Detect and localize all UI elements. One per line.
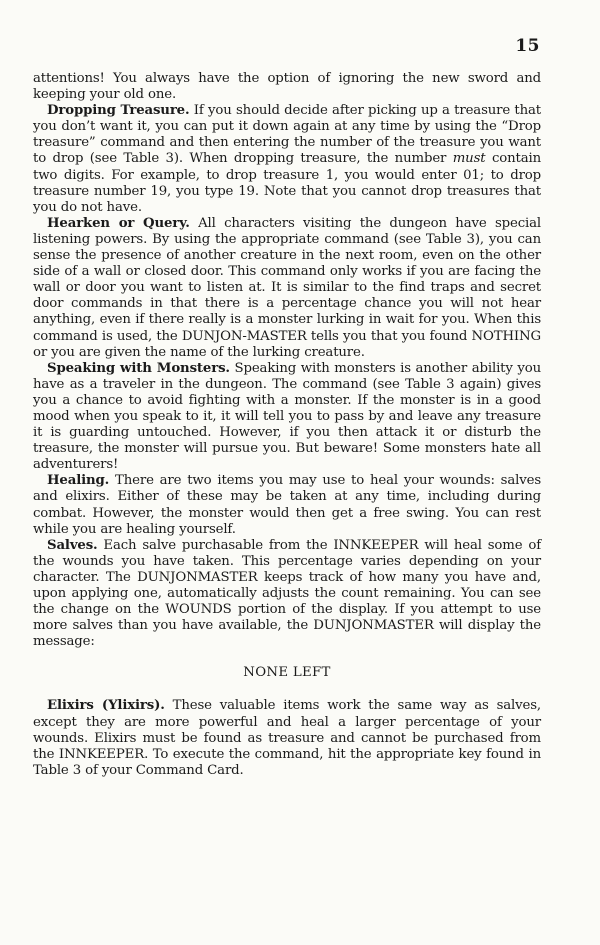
speaking-text: Speaking with monsters is another ability you have as a traveler in the dungeon. The command (see Table 3 again) gives you a chance to avoid fighting with a monster. If the monster is in a good mood when you speak to it, it will tell you to pass by and leave any treasure it is guarding untouched. However, if you then attack it or disturb the treasure, the monster will pursue you. But beware! Some monsters hate all adventurers! — [33, 360, 541, 473]
elixirs-text: These valuable items work the same way as salves, except they are more powerful and heal a larger percentage of your wounds. Elixirs must be found as treasure and cannot be purchased from the INNKEEPER. To execute the command, hit the appropriate key found in Table 3 of your Command Card. — [33, 698, 541, 778]
elixirs-paragraph — [33, 698, 541, 778]
elixirs-heading: Elixirs (Ylixirs). — [47, 698, 165, 714]
dropping-treasure-emphasis: must — [452, 151, 486, 167]
dropping-treasure-text-b: contain two digits. For example, to drop treasure 1, you would enter 01; to drop treasure number 19, you type 19. Note that you cannot drop treasures that you do not have. — [33, 151, 541, 215]
speaking-paragraph — [33, 361, 541, 474]
hearken-text: All characters visiting the dungeon have special listening powers. By using the appropriate command (see Table 3), you can sense the presence of another creature in the next room, even on the other side of a wall or closed door. This command only works if you are facing the wall or door you want to listen at. It is similar to the find traps and secret door commands in that there is a percentage chance you will not hear anything, even if there really is a monster lurking in wait for you. When this command is used, the DUNJON-MASTER tells you that you found NOTHING or you are given the name of the lurking creature. — [33, 215, 541, 360]
intro-paragraph: attentions! You always have the option of ignoring the new sword and keeping your old one. — [33, 71, 541, 103]
hearken-paragraph — [33, 216, 541, 361]
none-left-message: NONE LEFT — [243, 665, 331, 681]
page-number: 15 — [515, 36, 540, 56]
dropping-treasure-text-a: If you should decide after picking up a treasure that you don’t want it, you can put it down again at any time by using the “Drop treasure” command and then entering the number of the treasure you want to drop (see Table 3). When dropping treasure, the number — [33, 103, 541, 167]
body-text — [33, 71, 541, 779]
dropping-treasure-heading: Dropping Treasure. — [47, 103, 190, 119]
dropping-treasure-paragraph — [33, 103, 541, 216]
hearken-heading: Hearken or Query. — [47, 215, 190, 231]
salves-text: Each salve purchasable from the INNKEEPER will heal some of the wounds you have taken. This percentage varies depending on your character. The DUNJONMASTER keeps track of how many you have and, upon applying one, automatically adjusts the count remaining. You can see the change on the WOUNDS portion of the display. If you attempt to use more salves than you have available, the DUNJONMASTER will display the message: — [33, 537, 541, 650]
speaking-heading: Speaking with Monsters. — [47, 360, 230, 376]
salves-paragraph — [33, 538, 541, 651]
healing-paragraph — [33, 473, 541, 537]
healing-heading: Healing. — [47, 473, 110, 489]
salves-heading: Salves. — [47, 537, 98, 553]
healing-text: There are two items you may use to heal your wounds: salves and elixirs. Either of these may be taken at any time, including during combat. However, the monster would then get a free swing. You can rest while you are healing yourself. — [33, 473, 541, 537]
